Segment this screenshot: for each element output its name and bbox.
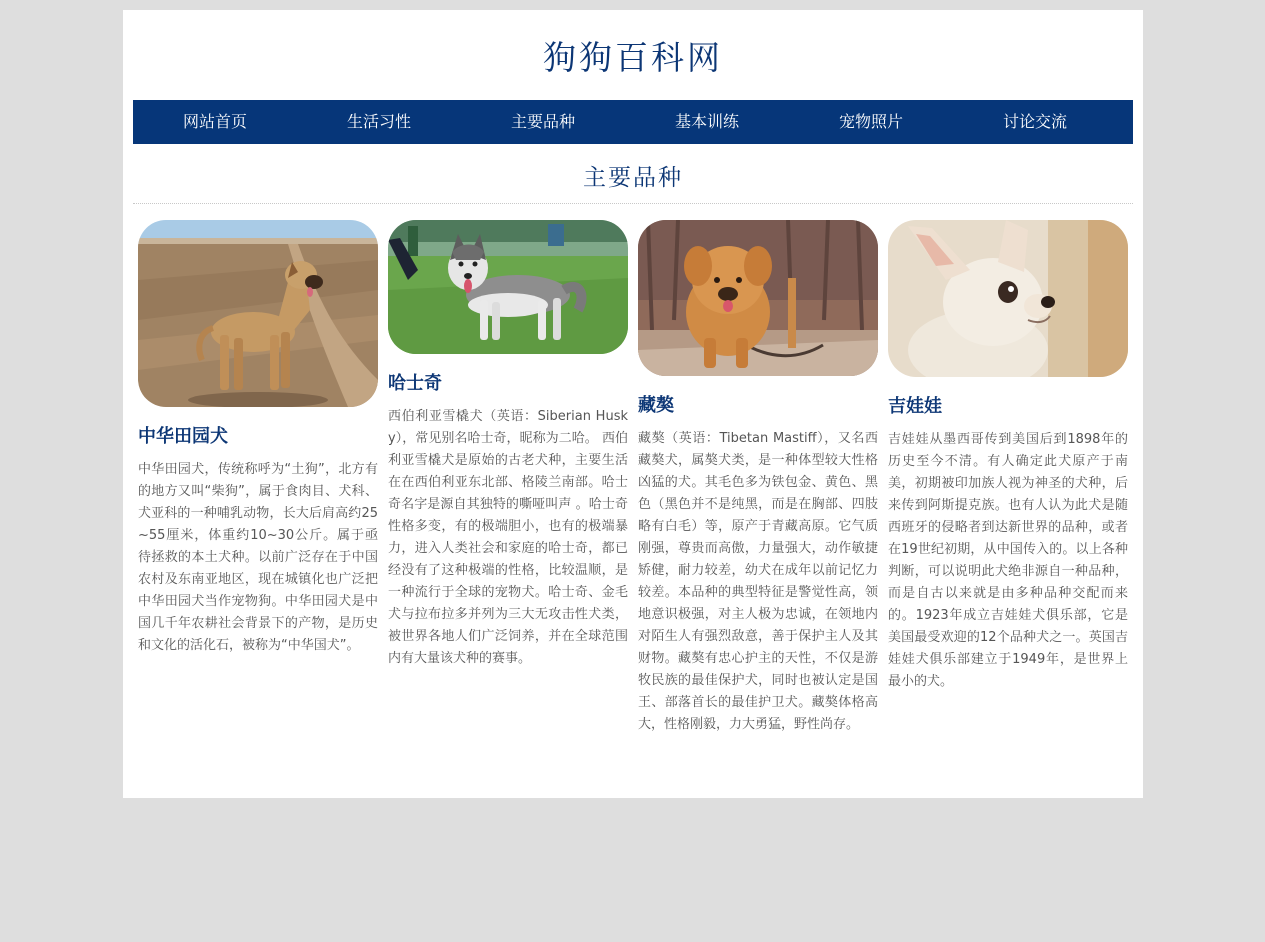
nav-item-habits[interactable]: 生活习性: [346, 112, 411, 131]
page-container: [123, 10, 1143, 798]
breed-photo[interactable]: [888, 220, 1128, 377]
breed-card: [888, 220, 1128, 693]
main-nav: [133, 100, 1133, 144]
breed-card: [638, 220, 878, 736]
nav-item-breeds[interactable]: 主要品种: [510, 112, 575, 131]
breed-description: 藏獒（英语：Tibetan Mastiff），又名西藏獒犬，属獒犬类，是一种体型较大性格凶猛的犬。其毛色多为铁包金、黄色、黑色（黑色并不是纯黑，而是在胸部、四肢略有白毛）等，原产于青藏高原。它气质刚强，尊贵而高傲，力量强大，动作敏捷矫健，耐力较差，幼犬在成年以前记忆力较差。本品种的典型特征是警觉性高，领地意识极强，对主人极为忠诚，在领地内对陌生人有强烈敌意，善于保护主人及其财物。藏獒有忠心护主的天性，不仅是游牧民族的最佳保护犬，同时也被认定是国王、部落首长的最佳护卫犬。藏獒体格高大，性格刚毅，力大勇猛，野性尚存。: [638, 431, 878, 732]
breed-card: [138, 220, 378, 657]
nav-item-training[interactable]: 基本训练: [674, 112, 739, 131]
breed-name[interactable]: 吉娃娃: [888, 396, 942, 417]
nav-item-photos[interactable]: 宠物照片: [838, 112, 903, 131]
site-title: 狗狗百科网: [543, 38, 723, 77]
tibetan-mastiff-photo: [638, 220, 878, 376]
breed-name[interactable]: 哈士奇: [388, 373, 442, 394]
breed-description: 中华田园犬，传统称呼为“土狗”，北方有的地方又叫“柴狗”，属于食肉目、犬科、犬亚科的一种哺乳动物，长大后肩高约25~55厘米，体重约10~30公斤。属于亟待拯救的本土犬种。以前广泛存在于中国农村及东南亚地区，现在城镇化也广泛把中华田园犬当作宠物狗。中华田园犬是中国几千年农耕社会背景下的产物，是历史和文化的活化石，被称为“中华国犬”。: [138, 462, 378, 653]
breed-photo[interactable]: [138, 220, 378, 407]
nav-item-discussion[interactable]: 讨论交流: [1002, 112, 1067, 131]
chihuahua-photo: [888, 220, 1128, 377]
breed-card: [388, 220, 628, 670]
breed-name[interactable]: 藏獒: [638, 395, 674, 416]
section-divider: [133, 203, 1133, 204]
husky-photo: [388, 220, 628, 354]
breed-description: 西伯利亚雪橇犬（英语：Siberian Husky），常见别名哈士奇，昵称为二哈。 西伯利亚雪橇犬是原始的古老犬种，主要生活在在西伯利亚东北部、格陵兰南部。哈士奇名字是源自其独特的嘶哑叫声 。哈士奇性格多变，有的极端胆小，也有的极端暴力，进入人类社会和家庭的哈士奇，都已经没有了这种极端的性格，比较温顺，是一种流行于全球的宠物犬。哈士奇、金毛犬与拉布拉多并列为三大无攻击性犬类， 被世界各地人们广泛饲养，并在全球范围内有大量该犬种的赛事。: [388, 409, 628, 666]
breed-name[interactable]: 中华田园犬: [138, 426, 228, 447]
breed-description: 吉娃娃从墨西哥传到美国后到1898年的历史至今不清。有人确定此犬原产于南美，初期被印加族人视为神圣的犬种，后来传到阿斯提克族。也有人认为此犬是随西班牙的侵略者到达新世界的品种，或者在19世纪初期，从中国传入的。以上各种判断，可以说明此犬绝非源自一种品种，而是自古以来就是由多种品种交配而来的。1923年成立吉娃娃犬俱乐部，它是美国最受欢迎的12个品种犬之一。英国吉娃娃犬俱乐部建立于1949年，是世界上最小的犬。: [888, 432, 1128, 689]
breed-photo[interactable]: [638, 220, 878, 376]
chinese-rural-dog-photo: [138, 220, 378, 407]
breed-photo[interactable]: [388, 220, 628, 354]
section-title: 主要品种: [583, 165, 683, 191]
nav-item-home[interactable]: 网站首页: [182, 112, 247, 131]
